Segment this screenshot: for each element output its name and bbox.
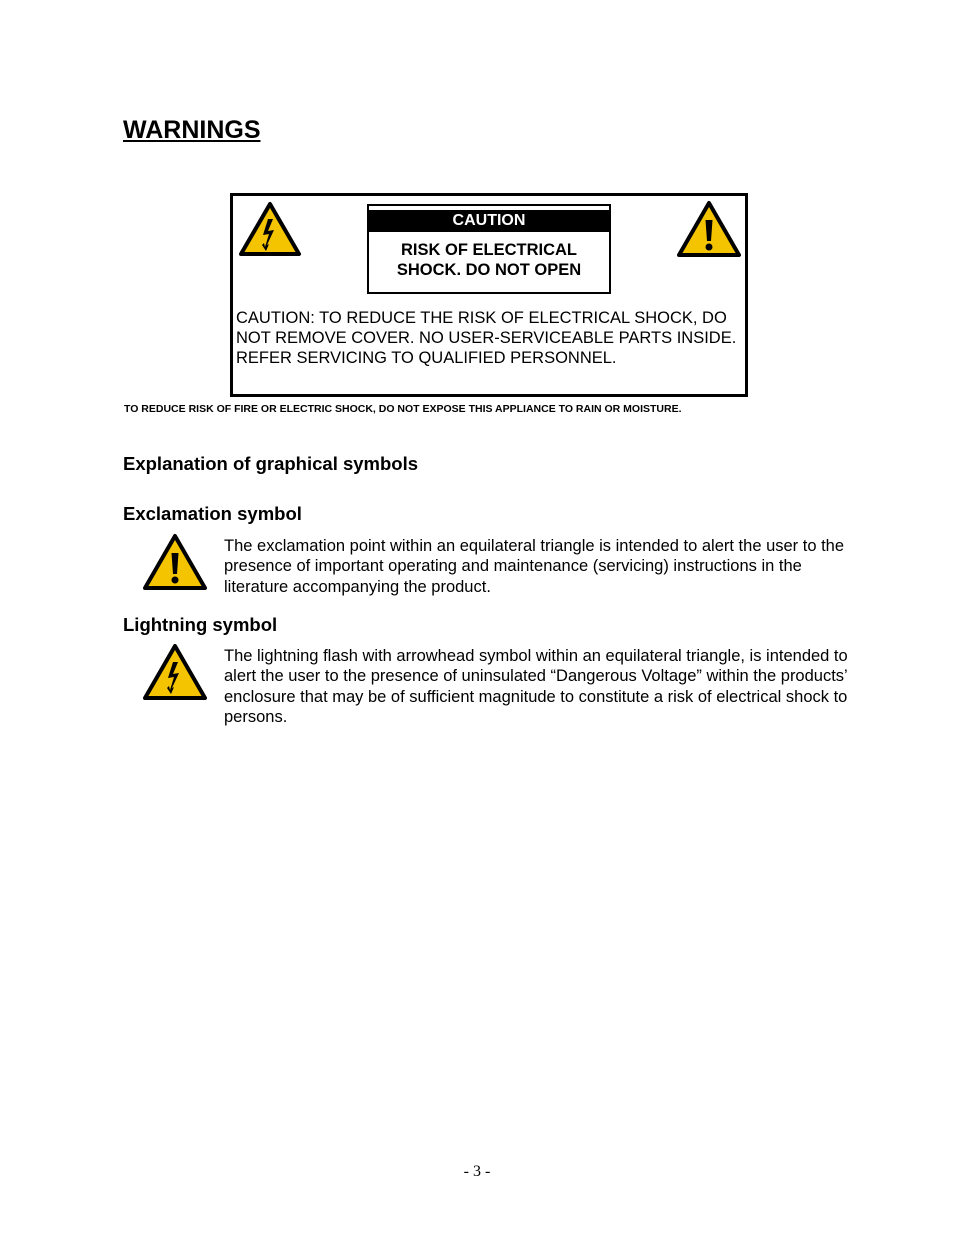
lightning-warning-icon [238, 201, 302, 257]
exclamation-warning-icon [142, 533, 208, 591]
page-number: - 3 - [463, 1163, 491, 1180]
lightning-warning-icon [142, 643, 208, 701]
caution-risk-line-2: SHOCK. DO NOT OPEN [396, 261, 582, 279]
caution-label-box [230, 193, 748, 397]
caution-header: CAUTION [369, 210, 609, 232]
moisture-notice: TO REDUCE RISK OF FIRE OR ELECTRIC SHOCK, DO NOT EXPOSE THIS APPLIANCE TO RAIN OR MOISTURE. [124, 403, 682, 415]
exclamation-description: The exclamation point within an equilateral triangle is intended to alert the user to the presence of important operating and maintenance (servicing) instructions in the literature accompanying the product. [224, 537, 845, 596]
caution-body-text: CAUTION: TO REDUCE THE RISK OF ELECTRICAL SHOCK, DO NOT REMOVE COVER. NO USER-SERVICEABLE PARTS INSIDE. REFER SERVICING TO QUALIFIED PERSONNEL. [236, 309, 737, 367]
exclamation-warning-icon [676, 200, 742, 258]
caution-risk-line-1: RISK OF ELECTRICAL [401, 241, 577, 259]
explanation-heading: Explanation of graphical symbols [123, 453, 419, 474]
caution-risk-text [369, 240, 609, 280]
exclamation-heading: Exclamation symbol [123, 503, 302, 524]
lightning-description: The lightning flash with arrowhead symbol within an equilateral triangle, is intended to alert the user to the presence of uninsulated “Dangerous Voltage” within the products’ enclosure that may be of sufficient magnitude to constitute a risk of electrical shock to persons. [224, 647, 848, 726]
lightning-heading: Lightning symbol [123, 614, 278, 635]
caution-inner-label [367, 204, 611, 294]
page-title: WARNINGS [123, 116, 261, 144]
